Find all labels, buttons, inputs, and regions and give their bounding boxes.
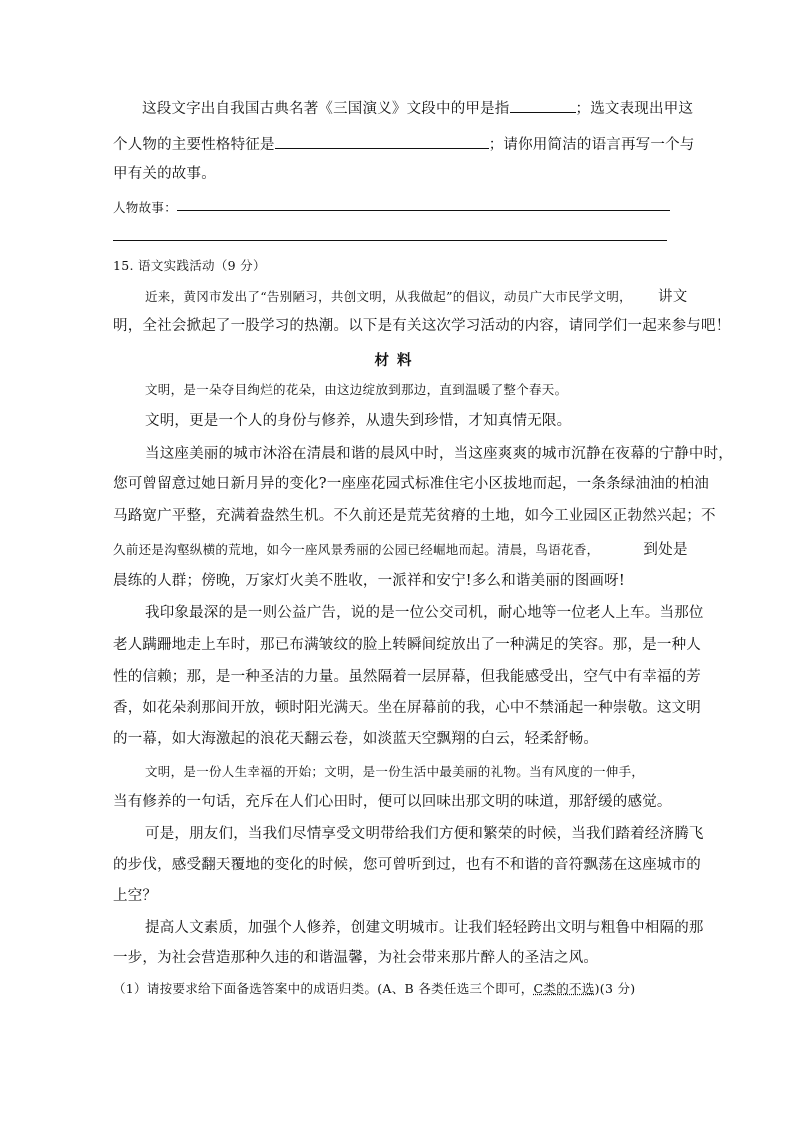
material-paragraph-6-line-3: 上空？	[113, 888, 158, 904]
material-text: 久前还是沟壑纵横的荒地，如今一座风景秀丽的公园已经崛地而起。清晨，鸟语花香，	[113, 542, 600, 557]
story-answer-line-1[interactable]	[177, 210, 670, 211]
answer-blank-character[interactable]	[275, 134, 489, 149]
intro-line-2: 明，全社会掀起了一股学习的热潮。以下是有关这次学习活动的内容，请同学们一起来参与吧！	[113, 318, 731, 334]
question-14-line-1	[142, 98, 693, 119]
material-paragraph-1: 文明，是一朵夺目绚烂的花朵，由这边绽放到那边，直到温暖了整个春天。	[145, 382, 568, 397]
material-paragraph-3-line-2: 您可曾留意过她日新月异的变化?一座座花园式标准住宅小区拔地而起，一条条绿油油的柏油	[113, 476, 709, 492]
question-14-line-2	[113, 134, 695, 155]
material-paragraph-4-line-3: 性的信赖；那，是一种圣洁的力量。虽然隔着一层屏幕，但我能感受出，空气中有幸福的芳	[113, 669, 701, 685]
question-text-emphasis: C类的不选	[533, 981, 595, 996]
story-label: 人物故事：	[113, 200, 178, 215]
question-text: （1）请按要求给下面备选答案中的成语归类。(A、B 各类任选三个即可，	[113, 981, 534, 996]
material-paragraph-7-line-2: 一步，为社会营造那种久违的和谐温馨，为社会带来那片醉人的圣洁之风。	[113, 950, 599, 966]
intro-line-1	[145, 287, 688, 307]
material-heading: 材料	[374, 352, 420, 369]
material-paragraph-4-line-5: 的一幕，如大海激起的浪花天翻云卷，如淡蓝天空飘翔的白云，轻柔舒畅。	[113, 731, 599, 747]
question-text: 个人物的主要性格特征是	[113, 137, 275, 153]
question-15-title: 15. 语文实践活动（9 分）	[113, 258, 266, 273]
intro-text: 近来，黄冈市发出了“告别陋习，共创文明，从我做起”的倡议，动员广大市民学文明，	[145, 289, 632, 304]
intro-text: 讲文	[657, 289, 688, 305]
story-answer-line-2[interactable]	[113, 240, 667, 241]
material-paragraph-4-line-4: 香，如花朵刹那间开放，顿时阳光满天。坐在屏幕前的我，心中不禁涌起一种崇敬。这文明	[113, 700, 701, 716]
question-text: ；选文表现出甲这	[575, 101, 694, 117]
material-paragraph-2: 文明，更是一个人的身份与修养，从遗失到珍惜，才知真情无限。	[145, 413, 572, 429]
material-paragraph-5-line-1: 文明，是一份人生幸福的开始；文明，是一份生活中最美丽的礼物。当有风度的一伸手，	[145, 764, 645, 779]
material-paragraph-5-line-2: 当有修养的一句话，充斥在人们心田时，便可以回味出那文明的味道，那舒缓的感觉。	[113, 794, 672, 810]
material-paragraph-4-line-1: 我印象最深的是一则公益广告，说的是一位公交司机，耐心地等一位老人上车。当那位	[145, 605, 704, 621]
material-paragraph-3-line-4	[113, 540, 688, 560]
answer-blank-jia[interactable]	[510, 98, 576, 113]
question-15-1	[113, 979, 635, 999]
material-text: 到处是	[643, 542, 688, 558]
question-text: ；请你用简洁的语言再写一个与	[488, 137, 695, 153]
question-text: 这段文字出自我国古典名著《三国演义》文段中的甲是指	[142, 101, 510, 117]
material-paragraph-6-line-1: 可是，朋友们，当我们尽情享受文明带给我们方便和繁荣的时候，当我们踏着经济腾飞	[145, 826, 704, 842]
material-paragraph-6-line-2: 的步伐，感受翻天覆地的变化的时候，您可曾听到过，也有不和谐的音符飘荡在这座城市的	[113, 857, 701, 873]
question-text: )(3 分)	[594, 981, 636, 996]
material-paragraph-4-line-2: 老人蹒跚地走上车时，那已布满皱纹的脸上转瞬间绽放出了一种满足的笑容。那，是一种人	[113, 637, 701, 653]
material-paragraph-3-line-1: 当这座美丽的城市沐浴在清晨和谐的晨风中时，当这座爽爽的城市沉静在夜幕的宁静中时，	[145, 446, 733, 462]
material-paragraph-7-line-1: 提高人文素质，加强个人修养，创建文明城市。让我们轻轻跨出文明与粗鲁中相隔的那	[145, 920, 704, 936]
material-paragraph-3-line-3: 马路宽广平整，充满着盎然生机。不久前还是荒芜贫瘠的土地，如今工业园区正勃然兴起；不	[113, 508, 716, 524]
question-14-line-3: 甲有关的故事。	[113, 166, 216, 182]
material-paragraph-3-line-5: 晨练的人群；傍晚，万家灯火美不胜收，一派祥和安宁!多么和谐美丽的图画呀!	[113, 573, 625, 589]
